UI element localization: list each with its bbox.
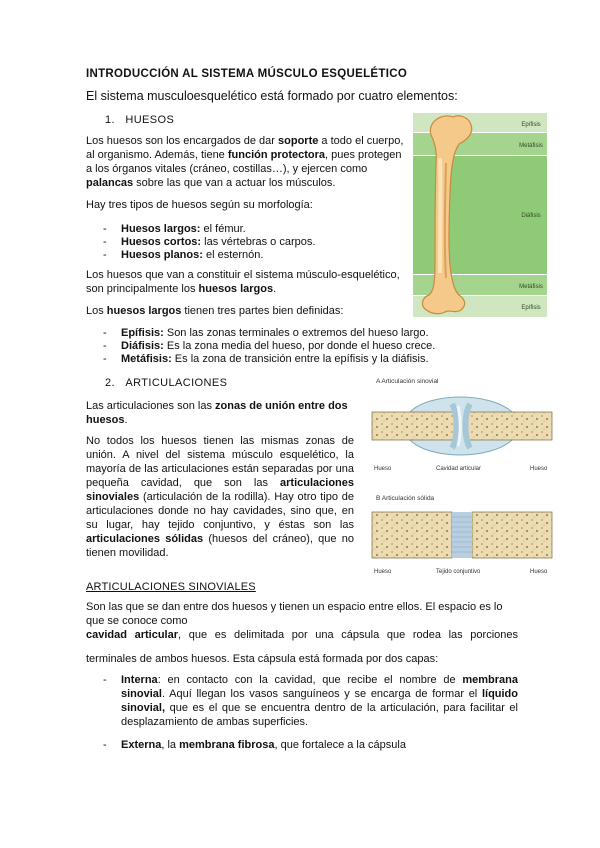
paragraph-sinoviales-def: Son las que se dan entre dos huesos y tienen un espacio entre ellos. El espacio es lo que se conoce como (86, 601, 503, 627)
bone-right-a (468, 412, 552, 440)
list-item: - Huesos planos: el esternón. (103, 249, 264, 261)
bone-label-metafisis-top: Metáfisis (519, 143, 543, 149)
bone-label-epifisis-top: Epífisis (521, 122, 541, 128)
list-item: - Epífisis: Son las zonas terminales o extremos del hueso largo. (103, 327, 429, 339)
bone-left-a (372, 412, 454, 440)
section-heading-articulaciones (105, 377, 227, 389)
joint-a-label-bone-right: Hueso (530, 466, 548, 472)
joint-a-label-cavity: Cavidad articular (436, 466, 482, 472)
joint-a-label-bone-left: Hueso (374, 466, 392, 472)
section-heading-huesos (105, 114, 174, 126)
bone-label-epifisis-bottom: Epífisis (521, 305, 541, 311)
connective-tissue (452, 512, 472, 558)
paragraph-partes: Los huesos largos tienen tres partes bien definidas: (86, 305, 344, 317)
long-bone-figure (413, 113, 547, 317)
section-label: ARTICULACIONES (125, 377, 228, 389)
paragraph-capsula: terminales de ambos huesos. Esta cápsula está formada por dos capas: (86, 653, 439, 665)
section-number: 2. (105, 377, 115, 389)
section-number: 1. (105, 114, 115, 126)
paragraph-cavidad-articular: cavidad articular, que es delimitada por una cápsula que rodea las porciones (86, 629, 518, 641)
joint-b-label-tissue: Tejido conjuntivo (436, 569, 481, 575)
list-item: - Metáfisis: Es la zona de transición entre la epífisis y la diáfisis. (103, 353, 429, 365)
page-title: INTRODUCCIÓN AL SISTEMA MÚSCULO ESQUELÉTICO (86, 68, 408, 80)
list-item: - Huesos cortos: las vértebras o carpos. (103, 236, 316, 248)
section-label: HUESOS (125, 114, 175, 126)
bone-right-b (472, 512, 552, 558)
joint-a-title: A Articulación sinovial (376, 378, 439, 385)
list-item: - Huesos largos: el fémur. (103, 223, 246, 235)
list-item: - Diáfisis: Es la zona media del hueso, por donde el hueso crece. (103, 340, 436, 352)
bone-shadow (445, 163, 446, 278)
subtitle: El sistema musculoesquelético está formado por cuatro elementos: (86, 89, 458, 103)
joint-b-label-bone-left: Hueso (374, 569, 392, 575)
bone-left-b (372, 512, 452, 558)
paragraph-articulaciones-def: Las articulaciones son las zonas de unión entre dos huesos. (86, 400, 348, 426)
section-heading-sinoviales: ARTICULACIONES SINOVIALES (86, 581, 256, 593)
paragraph-tipos-articulaciones: No todos los huesos tienen las mismas zonas de unión. A nivel del sistema músculo esquelético, la mayoría de las articulaciones están separadas por una pequeña cavidad, que son las articulaciones sinoviales (articulación de la rodilla). Hay otro tipo de articulaciones donde no hay cavidades, sino que, en su lugar, hay tejido conjuntivo, y éstas son las articulaciones sólidas (huesos del cráneo), que no tienen movilidad. (86, 435, 354, 559)
paragraph-huesos-funcion: Los huesos son los encargados de dar soporte a todo el cuerpo, al organismo. Además, tiene función protectora, pues protegen a los órganos vitales (cráneo, costillas…), y ejercen como palancas sobre las que van a actuar los músculos. (86, 135, 404, 189)
paragraph-tipos-intro: Hay tres tipos de huesos según su morfología: (86, 199, 313, 211)
bone-label-diafisis: Diáfisis (521, 213, 541, 219)
joint-b-label-bone-right: Hueso (530, 569, 548, 575)
list-item-interna: - Interna: en contacto con la cavidad, que recibe el nombre de membrana sinovial. Aquí llegan los vasos sanguíneos y se encarga de formar el líquido sinovial, que es el que se encuentra dentro de la articulación, para facilitar el desplazamiento de ambas superficies. (103, 674, 518, 728)
joint-b-title: B Articulación sólida (376, 495, 435, 502)
joint-figure (370, 374, 554, 580)
list-item-externa: - Externa, la membrana fibrosa, que fortalece a la cápsula (103, 739, 406, 751)
bone-label-metafisis-bottom: Metáfisis (519, 284, 543, 290)
paragraph-huesos-largos: Los huesos que van a constituir el sistema músculo-esquelético, son principalmente los huesos largos. (86, 269, 400, 295)
